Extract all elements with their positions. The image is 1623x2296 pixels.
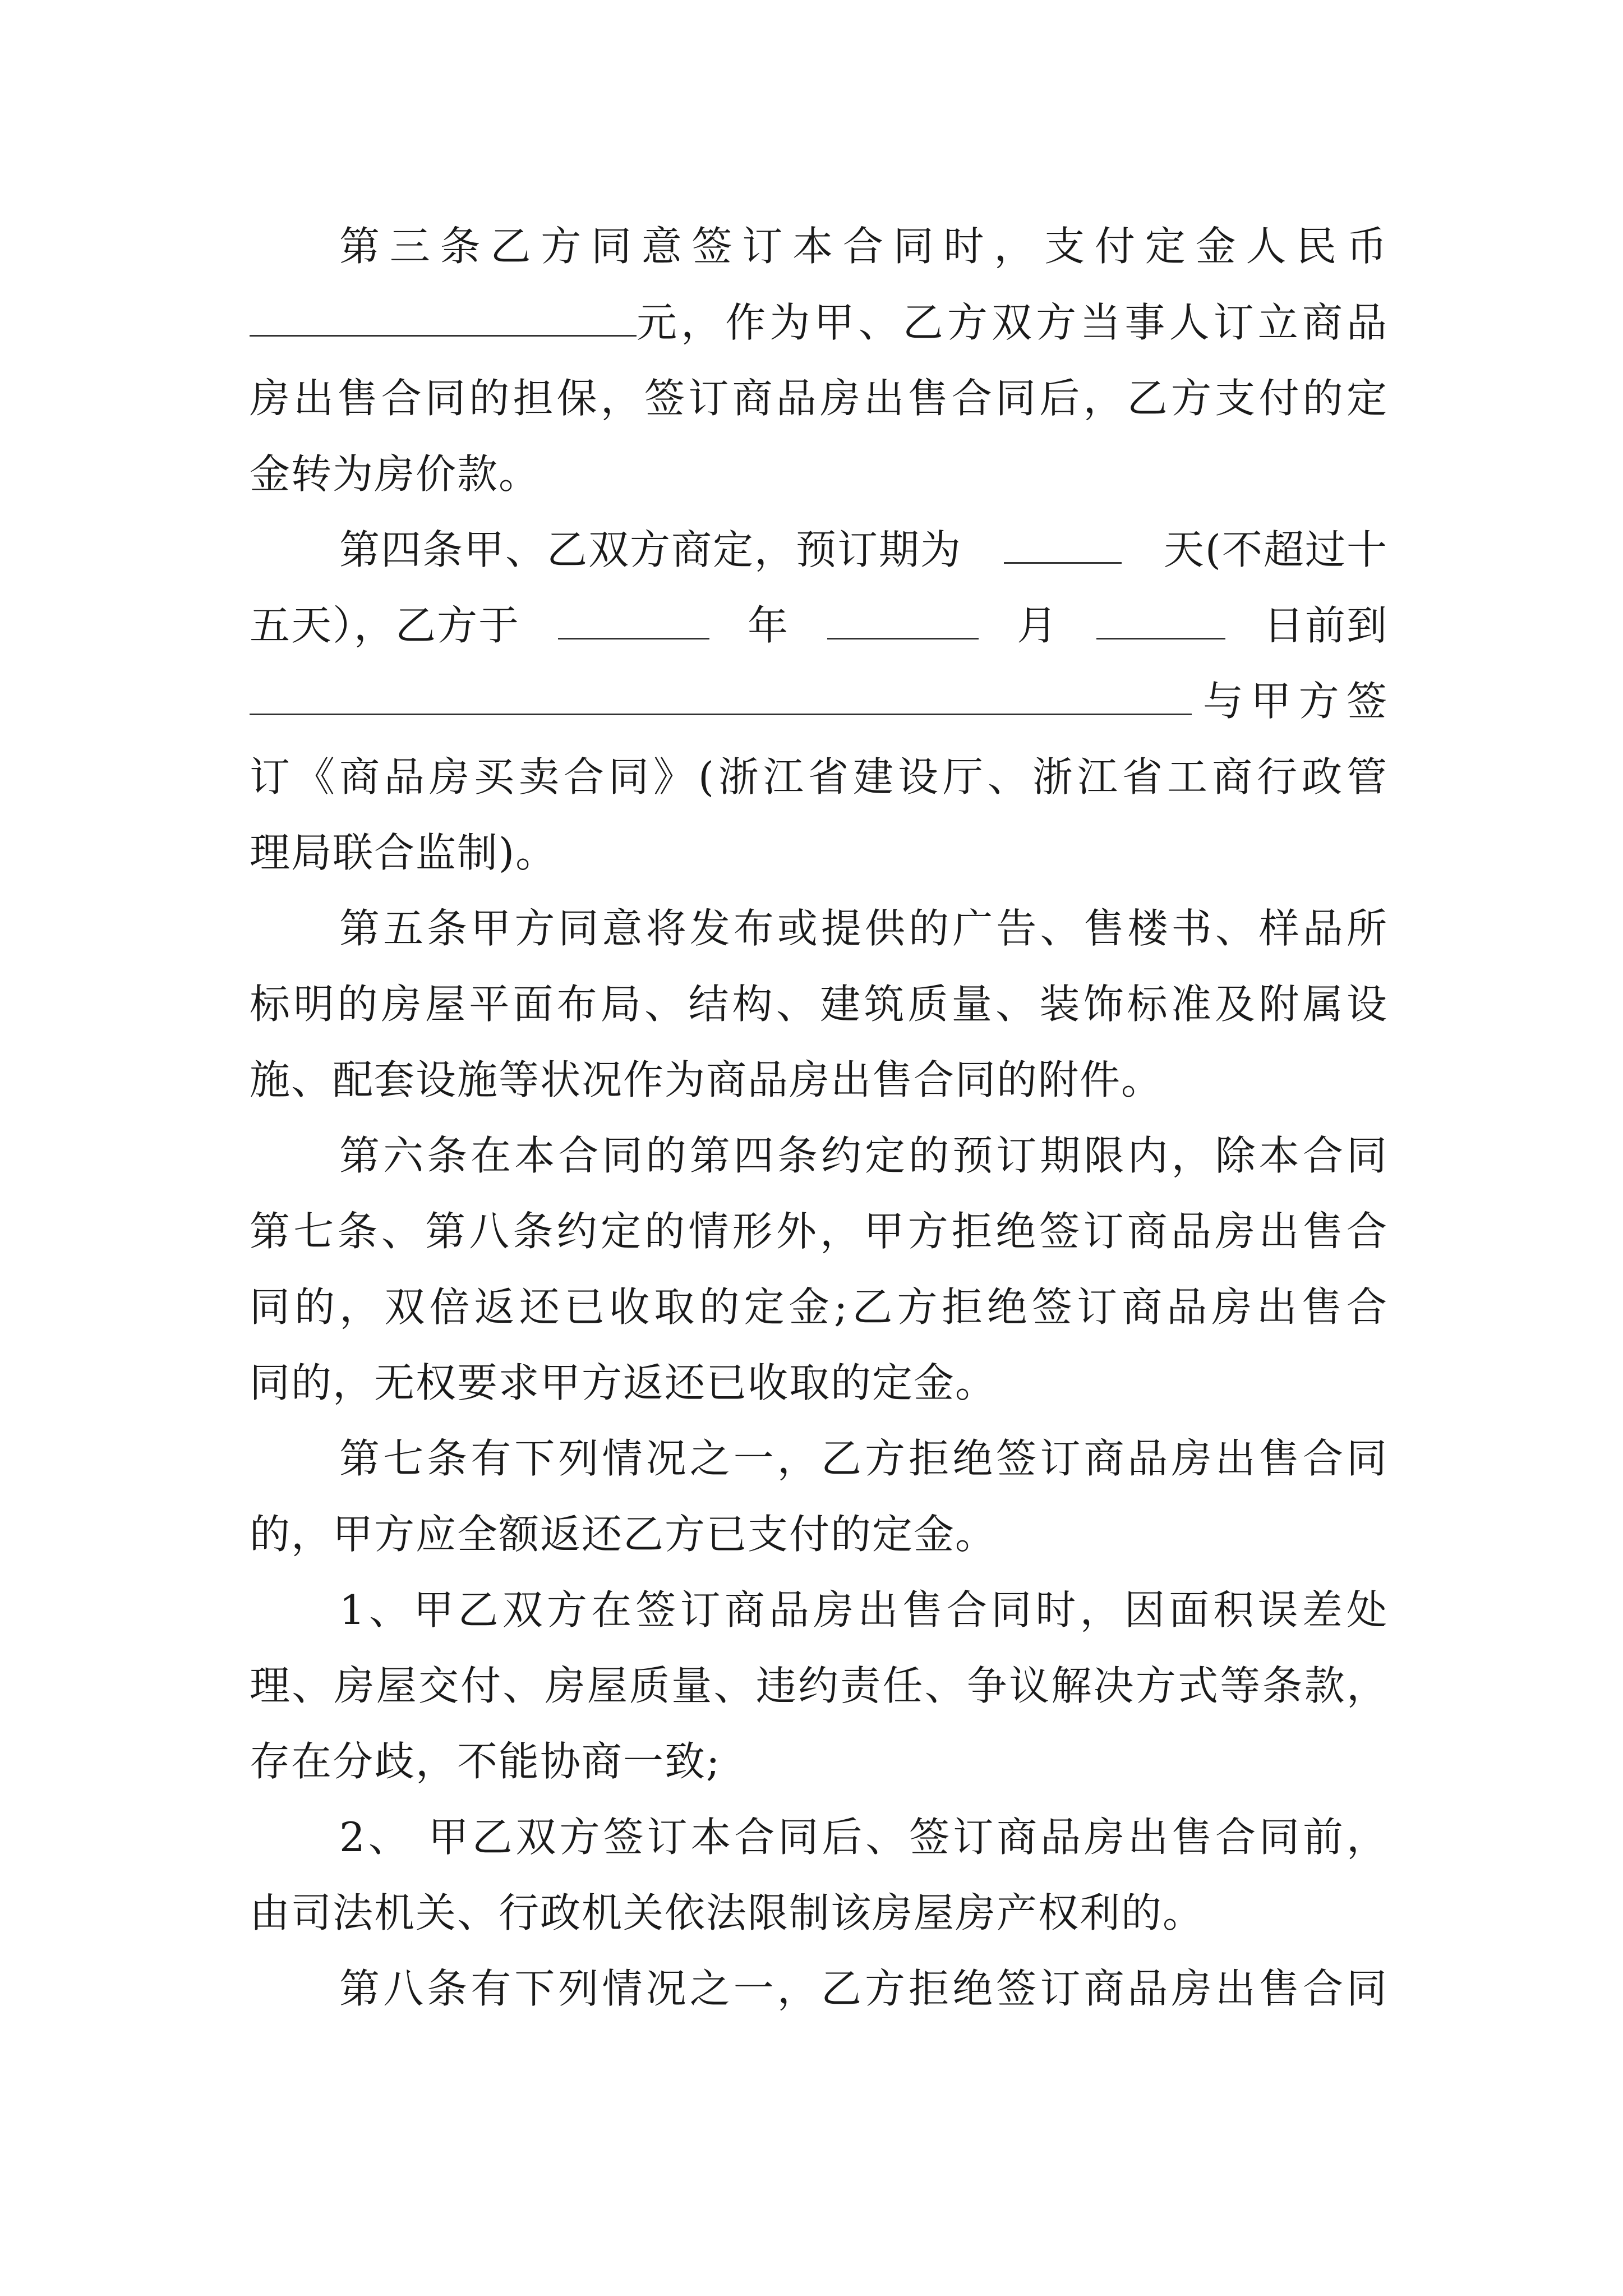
- article-4-line-5: 理局联合监制)。: [250, 829, 557, 876]
- article-4-line-1: [339, 522, 1388, 578]
- article-7-line-2: 的，甲方应全额返还乙方已支付的定金。: [250, 1511, 997, 1558]
- year-blank[interactable]: [558, 597, 709, 639]
- article-4-line-1-text-b: 天(不超过十: [1163, 526, 1388, 573]
- article-3-line-3: 房出售合同的担保，签订商品房出售合同后，乙方支付的定: [250, 375, 1388, 422]
- article-5-line-1: 第五条甲方同意将发布或提供的广告、售楼书、样品所: [339, 905, 1388, 952]
- article-4-line-4: 订《商品房买卖合同》(浙江省建设厅、浙江省工商行政管: [250, 753, 1388, 800]
- month-blank[interactable]: [827, 597, 979, 639]
- article-4-line-3-text: 与甲方签: [1203, 678, 1388, 725]
- article-6-line-1: 第六条在本合同的第四条约定的预订期限内，除本合同: [339, 1132, 1388, 1179]
- article-4-line-3: [250, 673, 1388, 729]
- article-5-line-3: 施、配套设施等状况作为商品房出售合同的附件。: [250, 1056, 1163, 1103]
- location-blank[interactable]: [250, 673, 1192, 715]
- article-7-item-2-line-2: 由司法机关、行政机关依法限制该房屋房产权利的。: [250, 1889, 1205, 1936]
- article-7-item-2-line-1: 2、 甲乙双方签订本合同后、签订商品房出售合同前，: [339, 1814, 1388, 1861]
- article-6-line-3: 同的，双倍返还已收取的定金;乙方拒绝签订商品房出售合: [250, 1283, 1388, 1331]
- article-7-line-1: 第七条有下列情况之一，乙方拒绝签订商品房出售合同: [339, 1435, 1388, 1482]
- deposit-amount-blank[interactable]: [250, 295, 637, 337]
- article-6-line-4: 同的，无权要求甲方返还已收取的定金。: [250, 1359, 997, 1406]
- article-3-line-4: 金转为房价款。: [250, 450, 541, 498]
- article-8-line-1: 第八条有下列情况之一，乙方拒绝签订商品房出售合同: [339, 1965, 1388, 2012]
- article-4-line-2-text: 五天），乙方于: [250, 602, 520, 649]
- article-4-line-1-text-a: 第四条甲、乙双方商定，预订期为: [339, 526, 962, 573]
- year-label: 年: [747, 602, 789, 649]
- article-7-item-1-line-2: 理、房屋交付、房屋质量、违约责任、争议解决方式等条款，: [250, 1662, 1388, 1709]
- article-7-item-1-line-1: 1、甲乙双方在签订商品房出售合同时，因面积误差处: [339, 1586, 1388, 1634]
- article-3-line-2: [250, 295, 1388, 351]
- article-3-line-2-text: 元，作为甲、乙方双方当事人订立商品: [637, 299, 1388, 346]
- reservation-days-blank[interactable]: [1004, 522, 1122, 564]
- article-4-line-2: [250, 597, 1388, 654]
- article-3-line-1: 第三条乙方同意签订本合同时，支付定金人民币: [339, 223, 1388, 270]
- day-label: 日前到: [1263, 602, 1388, 649]
- article-6-line-2: 第七条、第八条约定的情形外，甲方拒绝签订商品房出售合: [250, 1208, 1388, 1255]
- month-label: 月: [1016, 602, 1058, 649]
- article-7-item-1-line-3: 存在分歧，不能协商一致;: [250, 1738, 721, 1785]
- article-5-line-2: 标明的房屋平面布局、结构、建筑质量、装饰标准及附属设: [250, 981, 1388, 1028]
- day-blank[interactable]: [1096, 597, 1225, 639]
